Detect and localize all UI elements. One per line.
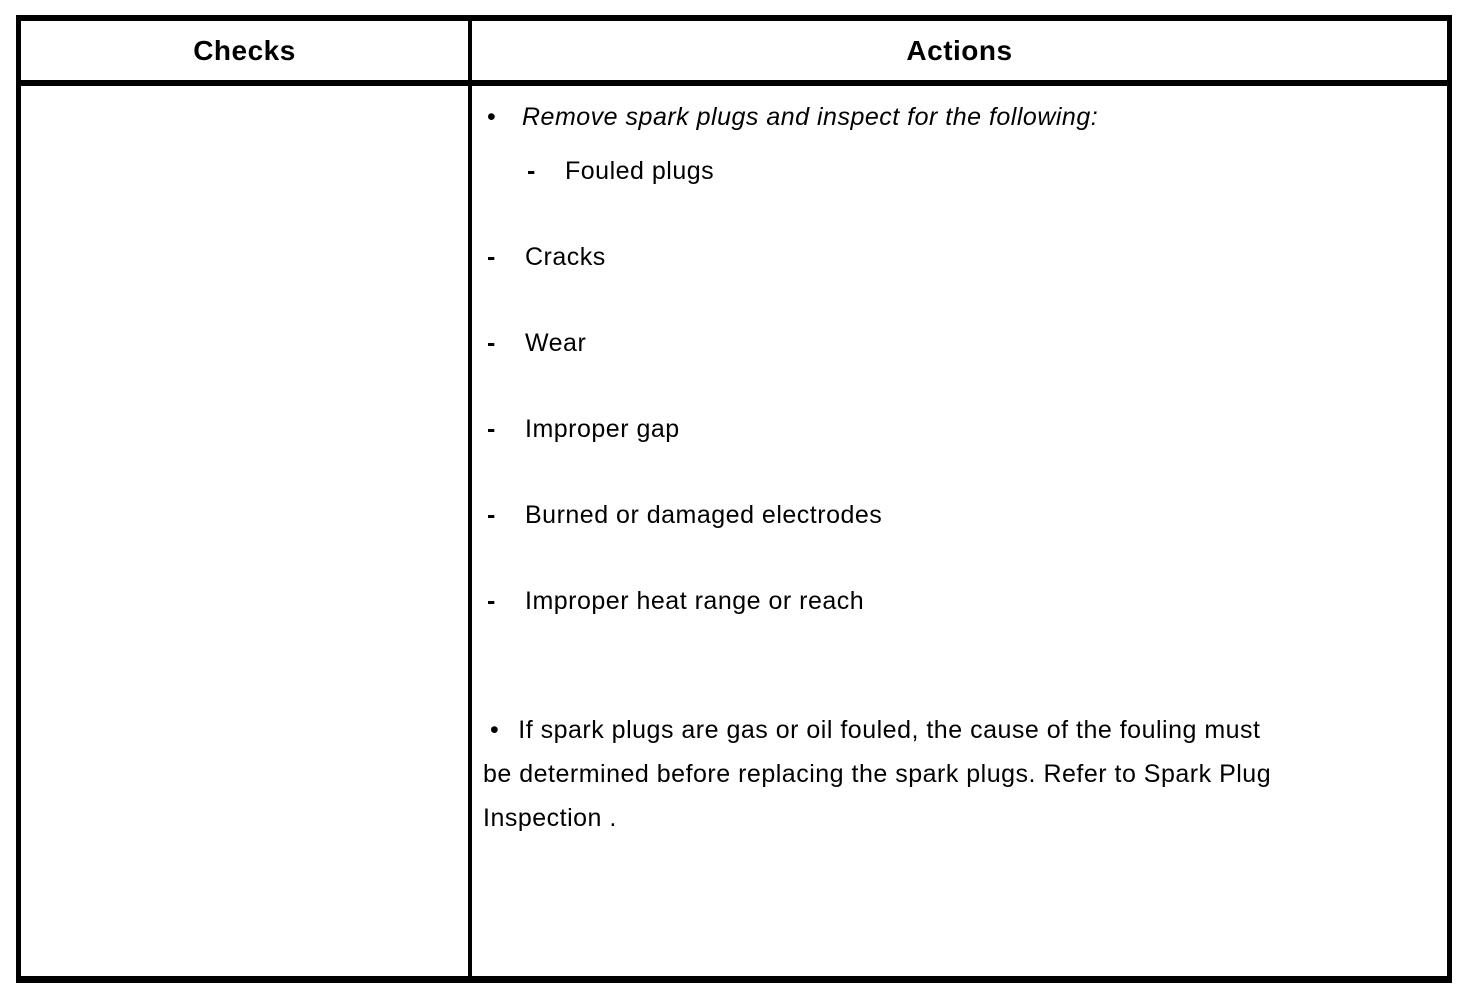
- checks-actions-table: [16, 15, 1452, 983]
- dash-icon: -: [487, 587, 496, 615]
- note-line-text: If spark plugs are gas or oil fouled, the cause of the fouling must: [518, 716, 1261, 744]
- bullet-icon: •: [490, 716, 500, 744]
- table-header-row: [21, 21, 1447, 86]
- note-line-text: Inspection .: [483, 804, 617, 832]
- dash-icon: -: [487, 243, 496, 271]
- checks-body-cell: [21, 86, 472, 976]
- dash-icon: -: [487, 329, 496, 357]
- list-item-remove-plugs: [487, 102, 1427, 132]
- list-item-cracks: [487, 242, 1427, 272]
- checks-header-label: Checks: [193, 34, 296, 66]
- note-line: [483, 708, 1427, 752]
- dash-icon: -: [487, 415, 496, 443]
- bullet-icon: •: [487, 103, 497, 131]
- list-item-wear: [487, 328, 1427, 358]
- dash-icon: -: [527, 157, 536, 185]
- note-paragraph: [483, 708, 1427, 840]
- list-item-burned-electrodes: [487, 500, 1427, 530]
- table-body-row: [21, 86, 1447, 976]
- list-item-text: Wear: [525, 329, 587, 357]
- actions-header-cell: [472, 21, 1447, 80]
- actions-body-cell: [472, 86, 1447, 976]
- list-item-text: Improper heat range or reach: [525, 587, 865, 615]
- note-line: [483, 752, 1427, 796]
- list-item-text: Improper gap: [525, 415, 680, 443]
- actions-header-label: Actions: [906, 34, 1013, 66]
- list-item-heat-range: [487, 586, 1427, 616]
- list-item-fouled-plugs: [527, 156, 1427, 186]
- list-item-text: Fouled plugs: [565, 157, 715, 185]
- note-line: [483, 796, 1427, 840]
- note-line-text: be determined before replacing the spark plugs. Refer to Spark Plug: [483, 760, 1272, 788]
- list-item-improper-gap: [487, 414, 1427, 444]
- list-item-text: Burned or damaged electrodes: [525, 501, 883, 529]
- dash-icon: -: [487, 501, 496, 529]
- list-item-text: Cracks: [525, 243, 606, 271]
- list-item-text: Remove spark plugs and inspect for the following:: [522, 103, 1099, 131]
- checks-header-cell: [21, 21, 472, 80]
